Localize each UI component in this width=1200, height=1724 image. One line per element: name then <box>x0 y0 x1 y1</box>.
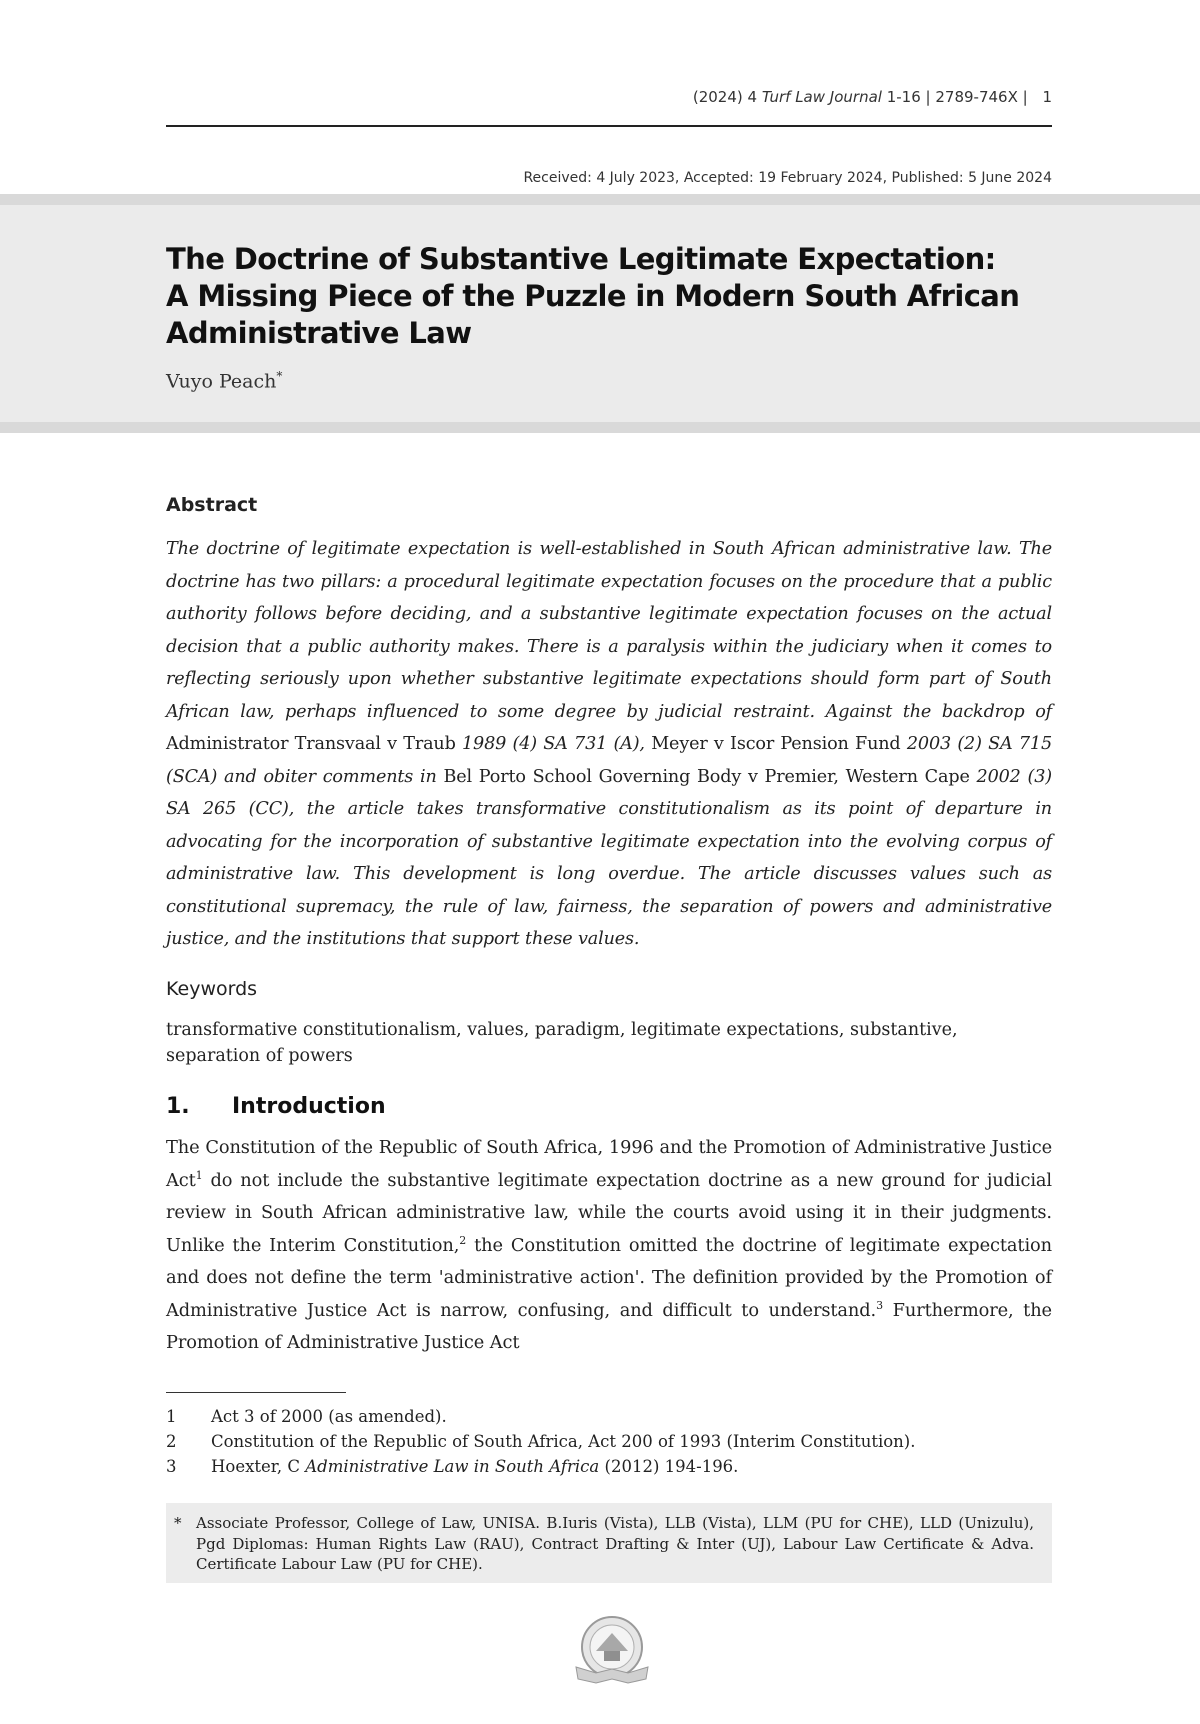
footnotes <box>166 1404 1052 1479</box>
case-citation: Meyer v Iscor Pension Fund <box>651 734 901 754</box>
footnote-rule <box>166 1392 346 1393</box>
article-title <box>166 241 1046 352</box>
author-footnote-mark: * <box>276 369 283 383</box>
footnote-ref: 1 <box>195 1168 203 1182</box>
citation-suffix: 1-16 | 2789-746X | <box>886 88 1028 106</box>
title-line: Administrative Law <box>166 316 472 350</box>
case-citation: Bel Porto School Governing Body v Premier, Western Cape <box>443 766 970 787</box>
footnote: 3 Hoexter, C Administrative Law in South Africa (2012) 194-196. <box>166 1457 739 1476</box>
footnote-ref: 2 <box>459 1233 467 1247</box>
keywords-heading: Keywords <box>166 978 258 1000</box>
journal-name: Turf Law Journal <box>761 88 882 106</box>
author <box>166 369 282 392</box>
header-rule <box>166 125 1052 127</box>
introduction-paragraph: The Constitution of the Republic of South Africa, 1996 and the Promotion of Administrative Justice Act$^1$ do not include the substantive legitimate expectation doctrine as a new ground for judicial review in South African administrative law, while the courts avoid using it in their judgments. Unlike the Interim Constitution,$^2$ the Constitution omitted the doctrine of legitimate expectation and does not define the term 'administrative action'. The definition provided by the Promotion of Administrative Justice Act is narrow, confusing, and difficult to understand.$^3$ Furthermore, the Promotion of Administrative Justice Act <box>166 1137 1052 1353</box>
citation-prefix: (2024) 4 <box>692 88 758 106</box>
author-name: Vuyo Peach <box>166 370 277 393</box>
affiliation-text: Associate Professor, College of Law, UNISA. B.Iuris (Vista), LLB (Vista), LLM (PU for CHE), LLD (Unizulu), Pgd Diplomas: Human Rights Law (RAU), Contract Drafting & Inter (UJ), Labour Law Certificate & Adva. Certificate Labour Law (PU for CHE). <box>196 1514 1034 1573</box>
case-citation: Administrator Transvaal v Traub <box>166 734 456 754</box>
running-header <box>166 88 1052 106</box>
journal-seal-icon <box>566 1607 658 1699</box>
abstract-heading: Abstract <box>166 494 258 516</box>
publication-dates: Received: 4 July 2023, Accepted: 19 February 2024, Published: 5 June 2024 <box>523 170 1052 186</box>
title-line: The Doctrine of Substantive Legitimate Expectation: <box>166 242 996 276</box>
footnote-ref: 3 <box>876 1298 884 1312</box>
section-title: Introduction <box>232 1094 386 1119</box>
keywords-text: transformative constitutionalism, values, paradigm, legitimate expectations, substantive, separation of powers <box>166 1020 958 1066</box>
abstract-text: The doctrine of legitimate expectation is well-established in South African administrative law. The doctrine has two pillars: a procedural legitimate expectation focuses on the procedure that a public authority follows before deciding, and a substantive legitimate expectation focuses on the actual decision that a public authority makes. There is a paralysis within the judiciary when it comes to reflecting seriously upon whether substantive legitimate expectations should form part of South African law, perhaps influenced to some degree by judicial restraint. Against the backdrop of Administrator Transvaal v Traub 1989 (4) SA 731 (A), Meyer v Iscor Pension Fund 2003 (2) SA 715 (SCA) and obiter comments in Bel Porto School Governing Body v Premier, Western Cape 2002 (3) SA 265 (CC), the article takes transformative constitutionalism as its point of departure in advocating for the incorporation of substantive legitimate expectation into the evolving corpus of administrative law. This development is long overdue. The article discusses values such as constitutional supremacy, the rule of law, fairness, the separation of powers and administrative justice, and the institutions that support these values. <box>166 539 1052 949</box>
author-affiliation <box>166 1503 1052 1583</box>
footnote: 1 Act 3 of 2000 (as amended). <box>166 1407 447 1426</box>
title-line: A Missing Piece of the Puzzle in Modern South African <box>166 279 1020 313</box>
section-heading <box>166 1094 386 1119</box>
page-number: 1 <box>1042 88 1052 106</box>
footnote: 2 Constitution of the Republic of South Africa, Act 200 of 1993 (Interim Constitution). <box>166 1432 916 1451</box>
section-number: 1. <box>166 1094 190 1119</box>
affiliation-mark: * <box>174 1514 182 1532</box>
